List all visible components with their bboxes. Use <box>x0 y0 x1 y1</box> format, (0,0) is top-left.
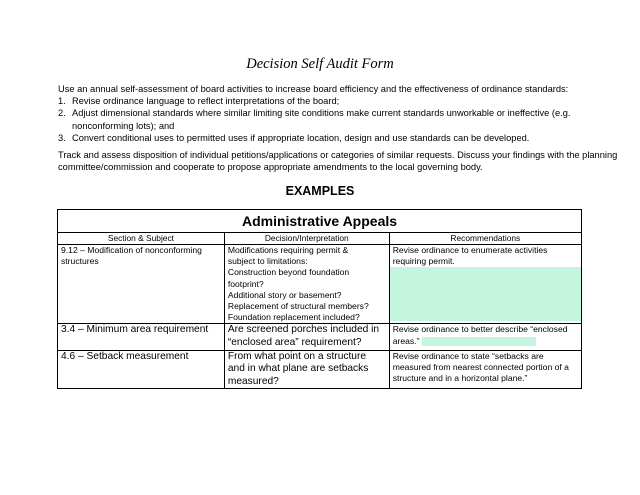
decision-line: footprint? <box>227 278 264 289</box>
list-item <box>58 132 628 144</box>
list-item <box>58 95 628 107</box>
column-header: Recommendations <box>389 233 581 245</box>
decision-cell <box>224 245 389 324</box>
intro-text: Use an annual self-assessment of board activities to increase board efficiency and the effectiveness of ordinance standards: <box>58 84 569 94</box>
examples-heading: EXAMPLES <box>285 184 355 198</box>
list-text: Adjust dimensional standards where similar limiting site conditions make current standards unworkable or ineffective (e.g. nonconforming lots); and <box>72 108 571 131</box>
recommendation-cell: Revise ordinance to state “setbacks are measured from nearest connected portion of a structure and in a horizontal plane.” <box>389 350 581 389</box>
table-caption: Administrative Appeals <box>58 210 582 233</box>
decision-line: Additional story or basement? <box>227 289 342 300</box>
list-text: Convert conditional uses to permitted uses if appropriate location, design and use standards can be developed. <box>72 132 530 143</box>
table-row <box>58 324 582 350</box>
intro-section <box>58 83 628 144</box>
highlight-mark <box>390 267 581 321</box>
decision-line: subject to limitations: <box>227 256 308 267</box>
list-text: Revise ordinance language to reflect interpretations of the board; <box>72 96 340 107</box>
goal-list <box>58 95 628 144</box>
decision-line: Replacement of structural members? <box>227 301 369 312</box>
list-number: 1. <box>58 96 66 107</box>
table-row <box>58 350 582 389</box>
list-number: 2. <box>58 108 66 119</box>
section-cell: 3.4 – Minimum area requirement <box>58 324 225 350</box>
list-item <box>58 107 628 131</box>
decision-cell: Are screened porches included in “enclosed area” requirement? <box>224 324 389 350</box>
recommendation-cell <box>389 324 581 350</box>
administrative-appeals-table <box>57 209 582 389</box>
decision-line: Foundation replacement included? <box>227 312 360 323</box>
recommendation-cell <box>389 245 581 324</box>
table-header-row <box>58 233 582 245</box>
tracking-paragraph: Track and assess disposition of individual petitions/applications or categories of similar requests. Discuss your findings with the planning committee/commission and cooperate to propose appropriate amendments to the local governing body. <box>58 150 618 173</box>
recommendation-text: Revise ordinance to better describe “enclosed areas.” <box>392 324 568 346</box>
list-number: 3. <box>58 132 66 143</box>
section-cell: 9.12 – Modification of nonconforming structures <box>58 245 225 324</box>
highlight-mark <box>422 337 536 346</box>
recommendation-text: Revise ordinance to enumerate activities requiring permit. <box>392 245 548 267</box>
decision-line: Modifications requiring permit & <box>227 245 349 255</box>
section-cell: 4.6 – Setback measurement <box>58 350 225 389</box>
column-header: Decision/Interpretation <box>224 233 389 245</box>
page-title: Decision Self Audit Form <box>246 56 394 72</box>
table-row <box>58 245 582 324</box>
decision-cell: From what point on a structure and in what plane are setbacks measured? <box>224 350 389 389</box>
column-header: Section & Subject <box>58 233 225 245</box>
decision-line: Construction beyond foundation <box>227 267 350 278</box>
